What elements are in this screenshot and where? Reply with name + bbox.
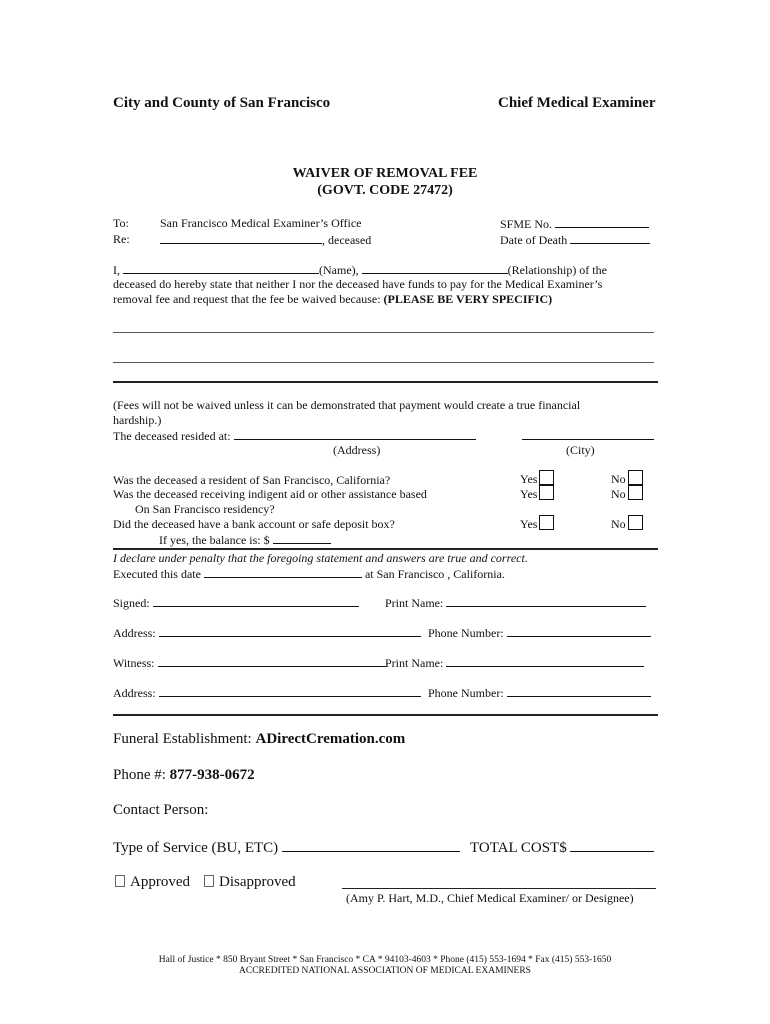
approval-signature-line[interactable]	[342, 888, 656, 889]
deceased-field[interactable]	[160, 232, 371, 248]
executed-location: at San Francisco , California.	[364, 567, 505, 581]
footer-address: Hall of Justice * 850 Bryant Street * San Francisco * CA * 94103-4603 * Phone (415) 553-1694 * Fax (415) 553-1650	[158, 955, 612, 965]
statement-line-1	[113, 262, 607, 278]
service-type-line[interactable]	[282, 838, 460, 852]
bank-yes[interactable]	[520, 515, 554, 532]
executed-label: Executed this date	[113, 567, 201, 581]
sfme-no-field[interactable]	[500, 216, 649, 232]
disapproved-option[interactable]	[204, 874, 296, 891]
yes-label: Yes	[520, 517, 538, 531]
balance-line[interactable]	[273, 532, 331, 544]
indigent-no[interactable]	[611, 485, 643, 502]
date-of-death-field[interactable]	[500, 232, 650, 248]
funeral-phone	[113, 767, 255, 784]
deceased-suffix: , deceased	[322, 233, 372, 247]
print-name-label: Print Name:	[385, 596, 444, 610]
funeral-phone-value: 877-938-0672	[169, 767, 255, 783]
name-caption: (Name),	[319, 263, 359, 277]
question-resident: Was the deceased a resident of San Francisco, California?	[113, 473, 391, 487]
balance-label: If yes, the balance is: $	[159, 533, 270, 547]
note-line-2: hardship.)	[113, 413, 162, 427]
resided-city-line[interactable]	[522, 428, 654, 440]
approved-checkbox[interactable]	[115, 875, 125, 887]
contact-person-label: Contact Person:	[113, 802, 209, 818]
approval-signer: (Amy P. Hart, M.D., Chief Medical Examiner/ or Designee)	[346, 891, 634, 905]
signed-field[interactable]	[113, 595, 359, 611]
print-name-label: Print Name:	[385, 656, 444, 670]
section-divider-1	[113, 381, 658, 383]
statement-line-3	[113, 292, 552, 307]
no-label: No	[611, 487, 626, 501]
sfme-no-label: SFME No.	[500, 217, 553, 231]
address-caption: (Address)	[333, 443, 381, 457]
executed-field[interactable]	[113, 566, 505, 582]
statement-emphasis: (PLEASE BE VERY SPECIFIC)	[383, 292, 553, 306]
no-label: No	[611, 472, 626, 486]
deceased-name-line[interactable]	[160, 232, 322, 244]
funeral-phone-label: Phone #:	[113, 767, 166, 783]
resident-yes-checkbox[interactable]	[539, 470, 554, 485]
print-name-field-2[interactable]	[385, 655, 644, 671]
witness-line[interactable]	[158, 655, 386, 667]
section-divider-3	[113, 714, 658, 716]
disapproved-label: Disapproved	[219, 874, 296, 890]
phone-number-field-1[interactable]	[428, 625, 651, 641]
relationship-caption: (Relationship) of the	[507, 263, 607, 277]
phone-number-label: Phone Number:	[428, 626, 504, 640]
bank-no-checkbox[interactable]	[628, 515, 643, 530]
print-name-field-1[interactable]	[385, 595, 646, 611]
print-name-line-1[interactable]	[446, 595, 646, 607]
declaration-text: I declare under penalty that the foregoing statement and answers are true and correct.	[113, 551, 528, 565]
total-cost-label: TOTAL COST$	[470, 840, 567, 856]
address-label: Address:	[113, 686, 156, 700]
phone-number-label: Phone Number:	[428, 686, 504, 700]
to-label: To:	[113, 216, 129, 230]
to-value: San Francisco Medical Examiner’s Office	[160, 216, 362, 230]
approved-label: Approved	[130, 874, 190, 890]
funeral-establishment-value: ADirectCremation.com	[255, 731, 406, 747]
address-line-2[interactable]	[159, 685, 421, 697]
form-title: WAIVER OF REMOVAL FEE	[292, 166, 478, 181]
indigent-yes-checkbox[interactable]	[539, 485, 554, 500]
address-line-1[interactable]	[159, 625, 421, 637]
statement-line-2: deceased do hereby state that neither I nor the deceased have funds to pay for the Medical Examiner’s	[113, 277, 603, 291]
footer-accreditation: ACCREDITED NATIONAL ASSOCIATION OF MEDICAL EXAMINERS	[239, 966, 531, 976]
indigent-yes[interactable]	[520, 485, 554, 502]
service-type-field[interactable]	[113, 838, 460, 857]
question-bank: Did the deceased have a bank account or safe deposit box?	[113, 517, 395, 531]
bank-yes-checkbox[interactable]	[539, 515, 554, 530]
date-of-death-label: Date of Death	[500, 233, 568, 247]
no-label: No	[611, 517, 626, 531]
address-label: Address:	[113, 626, 156, 640]
disapproved-checkbox[interactable]	[204, 875, 214, 887]
relationship-line[interactable]	[362, 262, 508, 274]
sfme-no-line[interactable]	[555, 216, 649, 228]
form-subtitle: (GOVT. CODE 27472)	[317, 183, 453, 198]
note-line-1: (Fees will not be waived unless it can be demonstrated that payment would create a true financial	[113, 398, 581, 412]
bank-no[interactable]	[611, 515, 643, 532]
header-office: Chief Medical Examiner	[498, 95, 656, 111]
question-indigent-cont: On San Francisco residency?	[135, 502, 275, 516]
signed-label: Signed:	[113, 596, 150, 610]
address-field-1[interactable]	[113, 625, 421, 641]
yes-label: Yes	[520, 487, 538, 501]
funeral-establishment	[113, 731, 405, 748]
yes-label: Yes	[520, 472, 538, 486]
funeral-establishment-label: Funeral Establishment:	[113, 731, 252, 747]
resided-city-field[interactable]	[522, 428, 654, 444]
total-cost-line[interactable]	[570, 838, 654, 852]
indigent-no-checkbox[interactable]	[628, 485, 643, 500]
signed-line[interactable]	[153, 595, 359, 607]
resided-address-line[interactable]	[234, 428, 476, 440]
re-label: Re:	[113, 232, 130, 246]
service-type-label: Type of Service (BU, ETC)	[113, 840, 279, 856]
statement-i: I,	[113, 263, 120, 277]
statement-reason-text: removal fee and request that the fee be waived because:	[113, 292, 381, 306]
resided-label: The deceased resided at:	[113, 429, 231, 443]
city-caption: (City)	[566, 443, 595, 457]
address-field-2[interactable]	[113, 685, 421, 701]
witness-field[interactable]	[113, 655, 386, 671]
reason-line-1[interactable]	[113, 332, 654, 333]
phone-number-line-2[interactable]	[507, 685, 651, 697]
balance-field[interactable]	[159, 532, 331, 548]
approved-option[interactable]	[115, 874, 190, 891]
section-divider-2	[113, 548, 658, 550]
print-name-line-2[interactable]	[446, 655, 644, 667]
resident-no-checkbox[interactable]	[628, 470, 643, 485]
header-agency: City and County of San Francisco	[113, 95, 331, 111]
reason-line-2[interactable]	[113, 362, 654, 363]
phone-number-line-1[interactable]	[507, 625, 651, 637]
total-cost-field[interactable]	[470, 838, 654, 857]
name-line[interactable]	[123, 262, 319, 274]
witness-label: Witness:	[113, 656, 155, 670]
date-of-death-line[interactable]	[570, 232, 650, 244]
phone-number-field-2[interactable]	[428, 685, 651, 701]
executed-date-line[interactable]	[204, 566, 362, 578]
question-indigent: Was the deceased receiving indigent aid or other assistance based	[113, 487, 427, 501]
resided-field[interactable]	[113, 428, 476, 444]
